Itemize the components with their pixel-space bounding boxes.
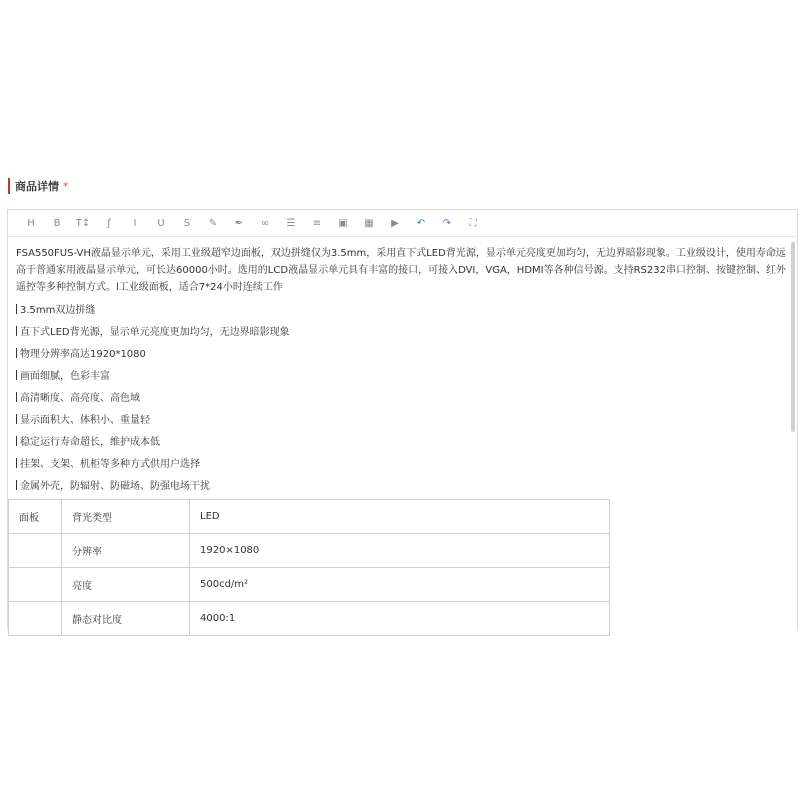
- list-item-text: 挂架、支架、机柜等多种方式供用户选择: [20, 459, 200, 470]
- list-item: [16, 346, 788, 363]
- bold-icon[interactable]: B: [53, 217, 61, 229]
- feature-list: [16, 302, 788, 495]
- bullet-mark: [16, 304, 17, 314]
- bullet-mark: [16, 480, 17, 490]
- editor-toolbar: [8, 210, 797, 237]
- table-cell[interactable]: [9, 534, 62, 568]
- font-family-icon[interactable]: ƒ: [107, 217, 111, 229]
- brush-icon[interactable]: ✒: [234, 217, 244, 229]
- table-cell[interactable]: 静态对比度: [62, 602, 190, 636]
- link-icon[interactable]: ∞: [260, 217, 270, 229]
- table-cell[interactable]: 背光类型: [62, 500, 190, 534]
- scrollbar-thumb[interactable]: [791, 242, 795, 432]
- spec-table: [8, 499, 610, 636]
- list-item: [16, 412, 788, 429]
- list-item: [16, 456, 788, 473]
- table-cell[interactable]: [9, 568, 62, 602]
- font-size-icon[interactable]: T↕: [75, 217, 91, 229]
- strikethrough-icon[interactable]: S: [183, 217, 191, 229]
- align-icon[interactable]: ≡: [312, 217, 322, 229]
- list-item-text: 物理分辨率高达1920*1080: [20, 349, 146, 360]
- table-cell[interactable]: 500cd/m²: [190, 568, 610, 602]
- bullet-mark: [16, 348, 17, 358]
- editor-scrollbar[interactable]: [791, 240, 796, 629]
- table-cell[interactable]: LED: [190, 500, 610, 534]
- list-item-text: 稳定运行寿命超长，维护成本低: [20, 437, 160, 448]
- bullet-mark: [16, 370, 17, 380]
- list-item: [16, 368, 788, 385]
- table-cell[interactable]: 亮度: [62, 568, 190, 602]
- highlight-icon[interactable]: ✎: [208, 217, 218, 229]
- list-item-text: 画面细腻，色彩丰富: [20, 371, 110, 382]
- heading-icon[interactable]: H: [27, 217, 35, 229]
- image-icon[interactable]: ▣: [338, 217, 348, 229]
- undo-icon[interactable]: ↶: [416, 217, 426, 229]
- table-cell[interactable]: 面板: [9, 500, 62, 534]
- table-cell[interactable]: 4000:1: [190, 602, 610, 636]
- bullet-mark: [16, 436, 17, 446]
- list-item-text: 金属外壳，防辐射、防磁场、防强电场干扰: [20, 481, 210, 492]
- table-icon[interactable]: ▦: [364, 217, 374, 229]
- list-icon[interactable]: ☰: [286, 217, 296, 229]
- table-row: [9, 568, 610, 602]
- underline-icon[interactable]: U: [157, 217, 165, 229]
- table-cell[interactable]: 分辨率: [62, 534, 190, 568]
- fullscreen-icon[interactable]: ⛶: [469, 217, 477, 229]
- bullet-mark: [16, 392, 17, 402]
- list-item-text: 直下式LED背光源，显示单元亮度更加均匀，无边界暗影现象: [20, 327, 290, 338]
- table-row: [9, 602, 610, 636]
- bullet-mark: [16, 458, 17, 468]
- list-item: [16, 302, 788, 319]
- redo-icon[interactable]: ↷: [442, 217, 452, 229]
- section-title-text: 商品详情: [15, 180, 59, 193]
- section-title: [8, 178, 69, 194]
- list-item: [16, 390, 788, 407]
- bullet-mark: [16, 414, 17, 424]
- list-item-text: 3.5mm双边拼缝: [20, 305, 96, 316]
- table-cell[interactable]: 1920×1080: [190, 534, 610, 568]
- table-cell[interactable]: [9, 602, 62, 636]
- list-item-text: 高清晰度、高亮度、高色域: [20, 393, 140, 404]
- table-row: [9, 500, 610, 534]
- list-item-text: 显示面积大、体积小、重量轻: [20, 415, 150, 426]
- table-row: [9, 534, 610, 568]
- bullet-mark: [16, 326, 17, 336]
- italic-icon[interactable]: I: [133, 217, 137, 229]
- list-item: [16, 478, 788, 495]
- description-paragraph: FSA550FUS-VH液晶显示单元，采用工业级超窄边面板，双边拼缝仅为3.5mm，采用直下式LED背光源，显示单元亮度更加均匀，无边界暗影现象。工业级设计，使用寿命远高于普通家用液晶显示单元，可长达60000小时。选用的LCD液晶显示单元具有丰富的接口，可接入DVI，VGA，HDMI等各种信号源。支持RS232串口控制、按键控制、红外遥控等多种控制方式。l工业级面板，适合7*24小时连续工作: [16, 248, 786, 293]
- required-mark: *: [63, 179, 69, 193]
- list-item: [16, 434, 788, 451]
- list-item: [16, 324, 788, 341]
- video-icon[interactable]: ▶: [391, 217, 399, 229]
